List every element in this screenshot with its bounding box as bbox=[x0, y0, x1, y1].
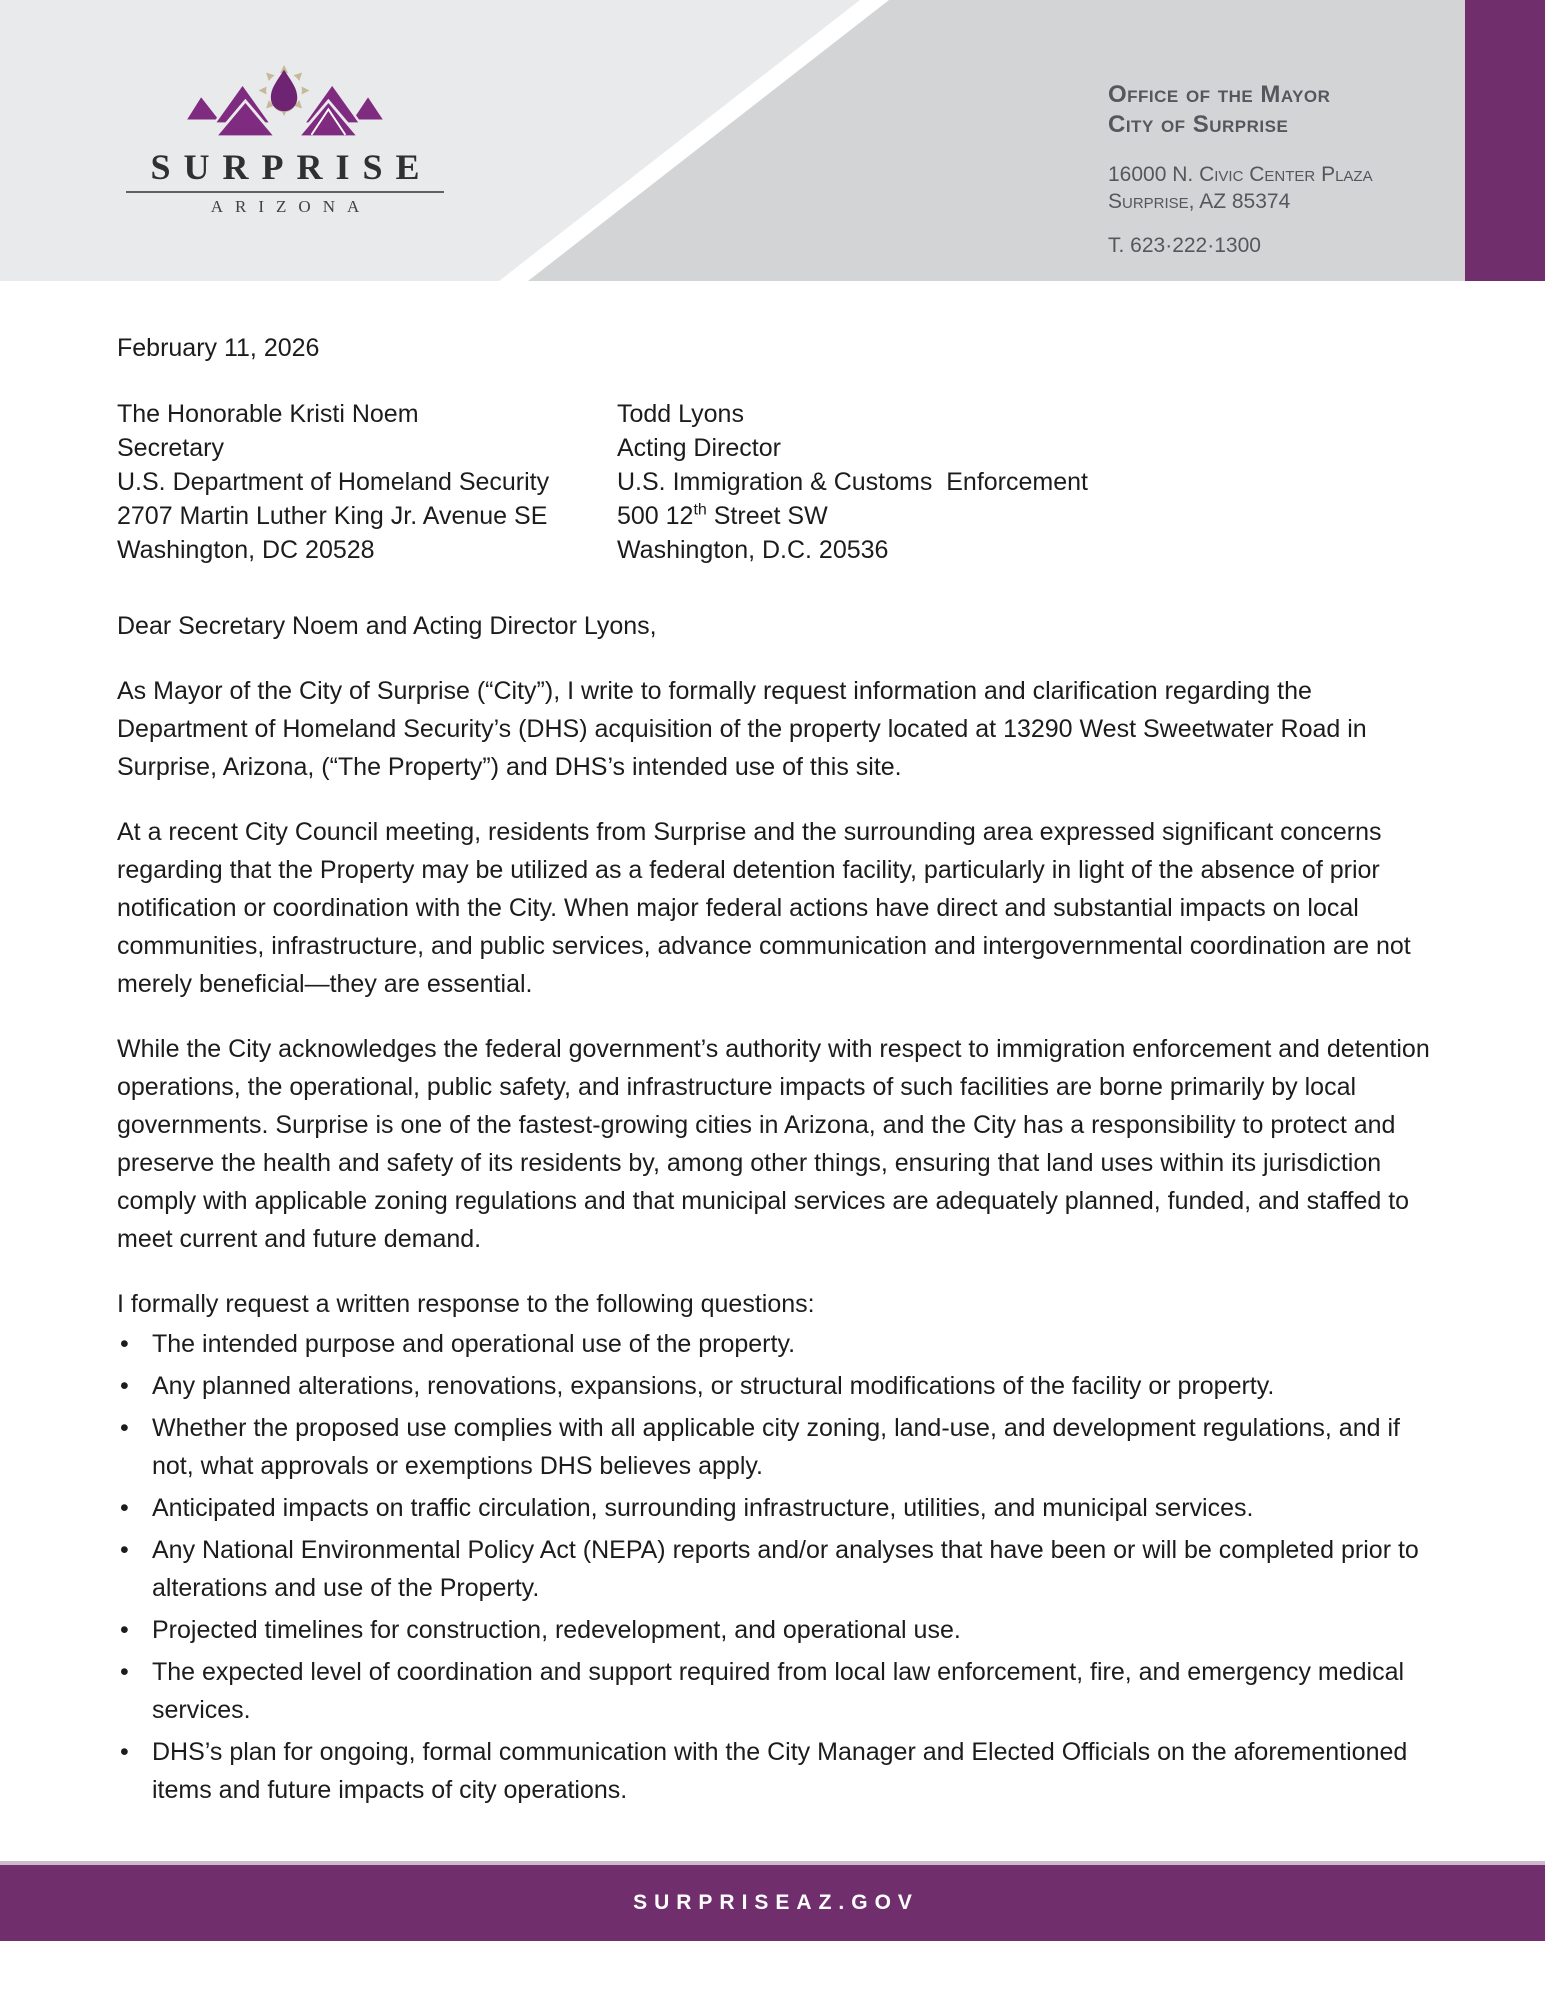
letterhead bbox=[0, 0, 1545, 281]
recipient-city: Washington, D.C. 20536 bbox=[617, 536, 889, 564]
list-item: • Whether the proposed use complies with all applicable city zoning, land-use, and development regulations, and if not, what approvals or exemptions DHS believes apply. bbox=[117, 1409, 1441, 1485]
recipient-addresses bbox=[117, 397, 1441, 567]
recipient-title: Secretary bbox=[117, 434, 224, 462]
recipient-agency: U.S. Immigration & Customs Enforcement bbox=[617, 468, 1088, 496]
office-phone: T. 623·222·1300 bbox=[1108, 234, 1261, 257]
street-name: Street SW bbox=[706, 502, 828, 530]
list-item: • The intended purpose and operational use of the property. bbox=[117, 1325, 1441, 1363]
street-number: 500 12 bbox=[617, 502, 694, 530]
letterhead-accent-bar bbox=[1465, 0, 1545, 281]
recipient-name: Todd Lyons bbox=[617, 400, 744, 428]
logo-wordmark: SURPRISE bbox=[150, 147, 433, 187]
list-item: • Anticipated impacts on traffic circulation, surrounding infrastructure, utilities, and municipal services. bbox=[117, 1489, 1441, 1527]
recipient-title: Acting Director bbox=[617, 434, 781, 462]
salutation: Dear Secretary Noem and Acting Director Lyons, bbox=[117, 612, 657, 640]
recipient-city: Washington, DC 20528 bbox=[117, 536, 375, 564]
mountains-sun-icon bbox=[185, 60, 385, 138]
street-ordinal: th bbox=[693, 501, 707, 519]
recipient-street bbox=[617, 499, 1441, 533]
list-item: • DHS’s plan for ongoing, formal communication with the City Manager and Elected Officials on the aforementioned items and future impacts of city operations. bbox=[117, 1733, 1441, 1809]
request-intro: I formally request a written response to the following questions: bbox=[117, 1290, 815, 1318]
list-item: • Any planned alterations, renovations, expansions, or structural modifications of the facility or property. bbox=[117, 1367, 1441, 1405]
list-item: • Any National Environmental Policy Act (NEPA) reports and/or analyses that have been or will be completed prior to alterations and use of the Property. bbox=[117, 1531, 1441, 1607]
office-address bbox=[1108, 161, 1373, 215]
logo-state-label: ARIZONA bbox=[210, 197, 372, 216]
recipient-street: 2707 Martin Luther King Jr. Avenue SE bbox=[117, 502, 548, 530]
recipient-block-dhs bbox=[117, 397, 617, 567]
letter-body bbox=[0, 329, 1545, 1809]
recipient-name: The Honorable Kristi Noem bbox=[117, 400, 419, 428]
request-list bbox=[117, 1325, 1441, 1809]
logo-divider bbox=[126, 191, 444, 193]
list-item: • Projected timelines for construction, redevelopment, and operational use. bbox=[117, 1611, 1441, 1649]
paragraph-3: While the City acknowledges the federal government’s authority with respect to immigration enforcement and detention operations, the operational, public safety, and infrastructure impacts of such facilities are borne primarily by local governments. Surprise is one of the fastest-growing cities in Arizona, and the City has a responsibility to protect and preserve the health and safety of its residents by, among other things, ensuring that land uses within its jurisdiction comply with applicable zoning regulations and that municipal services are adequately planned, funded, and staffed to meet current and future demand. bbox=[117, 1035, 1430, 1253]
footer-website: SURPRISEAZ.GOV bbox=[633, 1891, 919, 1914]
recipient-agency: U.S. Department of Homeland Security bbox=[117, 468, 550, 496]
office-contact-block bbox=[1108, 80, 1373, 258]
office-address-line1: 16000 N. Civic Center Plaza bbox=[1108, 163, 1373, 186]
office-title bbox=[1108, 80, 1373, 140]
office-address-line2: Surprise, AZ 85374 bbox=[1108, 190, 1291, 213]
recipient-block-ice bbox=[617, 397, 1441, 567]
city-of-surprise-logo bbox=[125, 60, 445, 217]
office-title-line1: Office of the Mayor bbox=[1108, 81, 1331, 108]
office-title-line2: City of Surprise bbox=[1108, 111, 1289, 138]
paragraph-1: As Mayor of the City of Surprise (“City”), I write to formally request information and clarification regarding the Department of Homeland Security’s (DHS) acquisition of the property located at 13290 West Sweetwater Road in Surprise, Arizona, (“The Property”) and DHS’s intended use of this site. bbox=[117, 677, 1367, 781]
footer-bar bbox=[0, 1861, 1545, 1941]
list-item: • The expected level of coordination and support required from local law enforcement, fire, and emergency medical services. bbox=[117, 1653, 1441, 1729]
paragraph-2: At a recent City Council meeting, residents from Surprise and the surrounding area expressed significant concerns regarding that the Property may be utilized as a federal detention facility, particularly in light of the absence of prior notification or coordination with the City. When major federal actions have direct and substantial impacts on local communities, infrastructure, and public services, advance communication and intergovernmental coordination are not merely beneficial—they are essential. bbox=[117, 818, 1411, 998]
letter-date: February 11, 2026 bbox=[117, 334, 320, 362]
